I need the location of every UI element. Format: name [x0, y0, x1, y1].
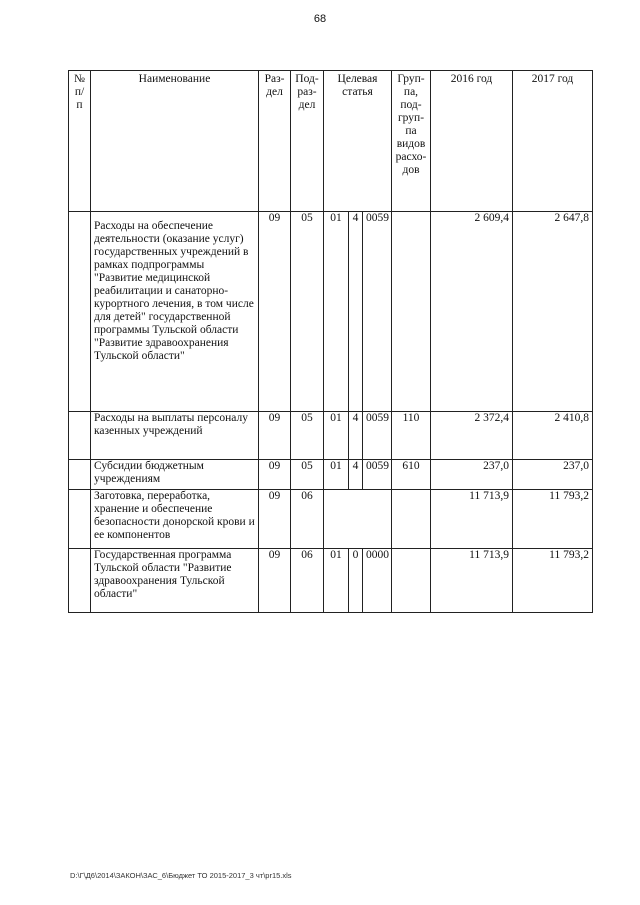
- row-cs-subprogram: 4: [349, 412, 363, 460]
- row-group: 110: [392, 412, 431, 460]
- header-razdel: Раз- дел: [259, 71, 291, 212]
- header-target: Целевая статья: [324, 71, 392, 212]
- row-cs-subprogram: 4: [349, 212, 363, 412]
- budget-table: [68, 70, 593, 613]
- row-podrazdel: 05: [291, 412, 324, 460]
- row-group: [392, 490, 431, 549]
- row-razdel: 09: [259, 460, 291, 490]
- table-row: [69, 549, 593, 613]
- header-podrazdel: Под- раз- дел: [291, 71, 324, 212]
- header-num: № п/п: [69, 71, 91, 212]
- row-2016: 2 372,4: [431, 412, 513, 460]
- row-group: [392, 212, 431, 412]
- row-cs-direction: 0059: [363, 212, 392, 412]
- table-row: [69, 490, 593, 549]
- row-podrazdel: 05: [291, 460, 324, 490]
- row-podrazdel: 05: [291, 212, 324, 412]
- row-cs-empty: [324, 490, 392, 549]
- row-2017: 237,0: [513, 460, 593, 490]
- row-2017: 2 647,8: [513, 212, 593, 412]
- row-2017: 11 793,2: [513, 549, 593, 613]
- page-number: 68: [313, 13, 327, 25]
- row-razdel: 09: [259, 549, 291, 613]
- row-cs-subprogram: 0: [349, 549, 363, 613]
- row-name: Государственная программа Тульской области "Развитие здравоохранения Тульской области": [91, 549, 259, 613]
- row-cs-direction: 0000: [363, 549, 392, 613]
- row-cs-subprogram: 4: [349, 460, 363, 490]
- row-cs-program: 01: [324, 460, 349, 490]
- header-group: Груп- па, под- груп- па видов расхо- дов: [392, 71, 431, 212]
- header-2017: 2017 год: [513, 71, 593, 212]
- row-razdel: 09: [259, 412, 291, 460]
- row-cs-program: 01: [324, 212, 349, 412]
- row-2017: 2 410,8: [513, 412, 593, 460]
- file-path-footer: D:\Г\Д6\2014\ЗАКОН\ЗАС_6\Бюджет ТО 2015-2017_3 чт\pr15.xls: [70, 871, 292, 880]
- row-name: Субсидии бюджетным учреждениям: [91, 460, 259, 490]
- row-razdel: 09: [259, 490, 291, 549]
- row-razdel: 09: [259, 212, 291, 412]
- table-row: [69, 412, 593, 460]
- row-group: 610: [392, 460, 431, 490]
- row-2016: 11 713,9: [431, 549, 513, 613]
- row-name: Заготовка, переработка, хранение и обеспечение безопасности донорской крови и ее компонентов: [91, 490, 259, 549]
- header-2016: 2016 год: [431, 71, 513, 212]
- row-podrazdel: 06: [291, 490, 324, 549]
- row-2017: 11 793,2: [513, 490, 593, 549]
- row-cs-direction: 0059: [363, 412, 392, 460]
- row-name: Расходы на выплаты персоналу казенных учреждений: [91, 412, 259, 460]
- row-2016: 2 609,4: [431, 212, 513, 412]
- row-2016: 237,0: [431, 460, 513, 490]
- row-podrazdel: 06: [291, 549, 324, 613]
- table-row: [69, 460, 593, 490]
- table-row: [69, 212, 593, 412]
- row-name: Расходы на обеспечение деятельности (оказание услуг) государственных учреждений в рамках подпрограммы "Развитие медицинской реабилитации и санаторно-курортного лечения, в том числе для детей" государственной программы Тульской области "Развитие здравоохранения Тульской области": [91, 212, 259, 412]
- row-group: [392, 549, 431, 613]
- row-cs-program: 01: [324, 549, 349, 613]
- row-2016: 11 713,9: [431, 490, 513, 549]
- row-cs-program: 01: [324, 412, 349, 460]
- row-cs-direction: 0059: [363, 460, 392, 490]
- header-name: Наименование: [91, 71, 259, 212]
